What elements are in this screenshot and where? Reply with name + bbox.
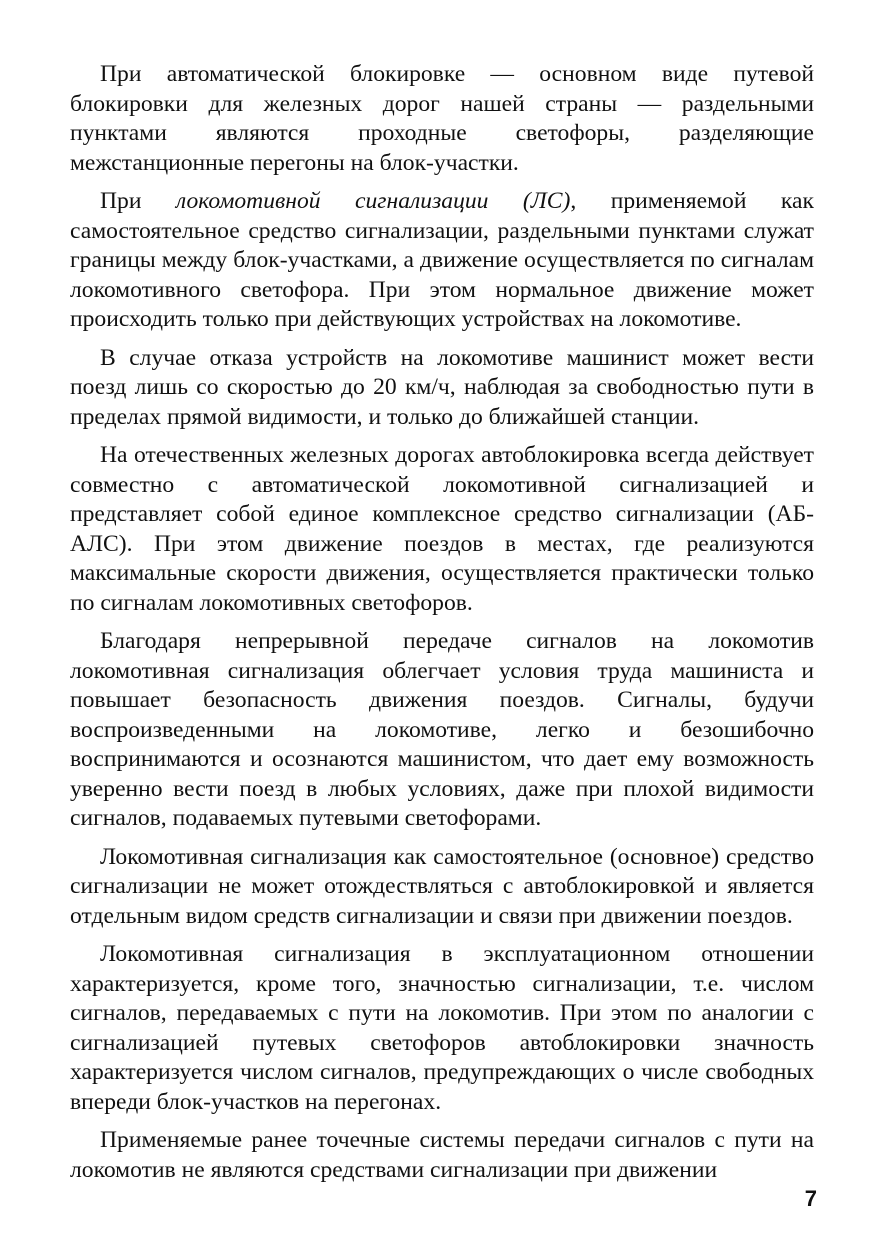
paragraph-7: Локомотивная сигнализация в эксплуатационном отношении характеризуется, кроме того, значностью сигнализации, т.е. числом сигналов, передаваемых с пути на локомотив. При этом по аналогии с сигнализацией путевых светофоров автоблокировки значность характеризуется числом сигналов, предупреждающих о числе свободных впереди блок-участков на перегонах. [70, 941, 814, 1115]
paragraph-4: На отечественных железных дорогах автоблокировка всегда действует совместно с автоматической локомотивной сигнализацией и представляет собой единое комплексное средство сигнализации (АБ-АЛС). При этом движение поездов в местах, где реализуются максимальные скорости движения, осуществляется практически только по сигналам локомотивных светофоров. [70, 442, 814, 616]
paragraph-5: Благодаря непрерывной передаче сигналов на локомотив локомотивная сигнализация облегчает условия труда машиниста и повышает безопасность движения поездов. Сигналы, будучи воспроизведенными на локомотиве, легко и безошибочно воспринимаются и осознаются машинистом, что дает ему возможность уверенно вести поезд в любых условиях, даже при плохой видимости сигналов, подаваемых путевыми светофорами. [70, 628, 814, 831]
paragraph-1: При автоматической блокировке — основном виде путевой блокировки для железных дорог нашей страны — раздельными пунктами являются проходные светофоры, разделяющие межстанционные перегоны на блок-участки. [70, 61, 814, 176]
paragraph-6: Локомотивная сигнализация как самостоятельное (основное) средство сигнализации не может отождествляться с автоблокировкой и является отдельным видом средств сигнализации и связи при движении поездов. [70, 843, 814, 929]
paragraph-2 [70, 187, 814, 335]
document-body [70, 60, 814, 1194]
paragraph-2-emphasis: локомотивной сигнализации (ЛС) [175, 188, 571, 214]
paragraph-2-after: , применяемой как самостоятельное средство сигнализации, раздельными пунктами служат границы между блок-участками, а движение осуществляется по сигналам локомотивного светофора. При этом нормальное движение может происходить только при действующих устройствах на локомотиве. [70, 188, 814, 332]
paragraph-2-before: При [100, 188, 176, 214]
paragraph-3: В случае отказа устройств на локомотиве машинист может вести поезд лишь со скоростью до 20 км/ч, наблюдая за свободностью пути в пределах прямой видимости, и только до ближайшей станции. [70, 344, 814, 430]
page-number: 7 [804, 1186, 817, 1211]
paragraph-8: Применяемые ранее точечные системы передачи сигналов с пути на локомотив не являются средствами сигнализации при движении [70, 1127, 814, 1183]
